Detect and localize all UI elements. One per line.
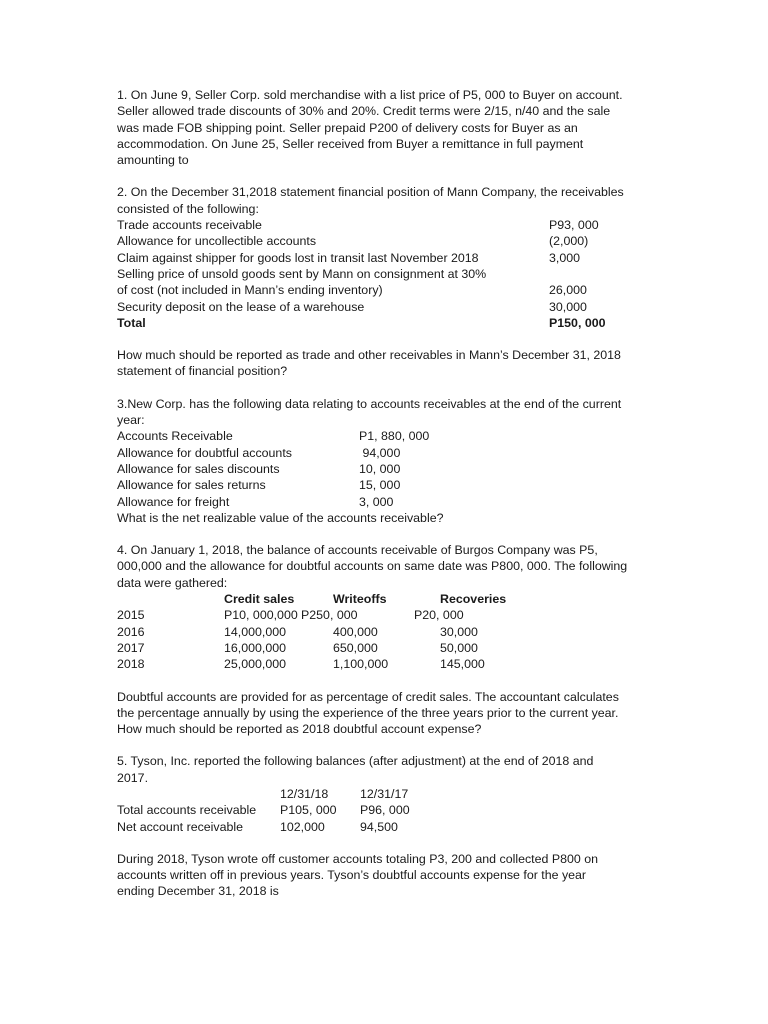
q4-question-line: Doubtful accounts are provided for as percentage of credit sales. The accountant calculates bbox=[117, 689, 619, 704]
table-row bbox=[117, 819, 657, 835]
table-row bbox=[117, 233, 657, 249]
table-row bbox=[117, 640, 657, 656]
table-row bbox=[117, 477, 657, 493]
total-value: P150, 000 bbox=[549, 315, 606, 330]
row-value: P1, 880, 000 bbox=[359, 429, 430, 444]
q2-intro-line: consisted of the following: bbox=[117, 201, 259, 216]
row-value: 15, 000 bbox=[359, 478, 401, 493]
q5-intro-line: 2017. bbox=[117, 770, 149, 785]
question-4 bbox=[117, 542, 657, 737]
sales-cell: 16,000,000 bbox=[224, 640, 287, 655]
row-label: Accounts Receivable bbox=[117, 429, 233, 444]
q4-intro-line: data were gathered: bbox=[117, 575, 228, 590]
writeoffs-cell: 1,100,000 bbox=[333, 657, 389, 672]
question-2 bbox=[117, 184, 657, 379]
row-value: 26,000 bbox=[549, 283, 587, 298]
row-value: (2,000) bbox=[549, 234, 589, 249]
value-2017: P96, 000 bbox=[360, 803, 410, 818]
table-header-row bbox=[117, 591, 657, 607]
writeoffs-cell: 400,000 bbox=[333, 624, 378, 639]
writeoffs-cell: P250, 000 bbox=[301, 608, 358, 623]
table-row bbox=[117, 624, 657, 640]
table-row bbox=[117, 250, 657, 266]
q1-line: Seller allowed trade discounts of 30% and 20%. Credit terms were 2/15, n/40 and the sale bbox=[117, 104, 611, 119]
table-row bbox=[117, 656, 657, 672]
q3-intro-line: 3.New Corp. has the following data relating to accounts receivables at the end of the current bbox=[117, 396, 622, 411]
q3-question: What is the net realizable value of the accounts receivable? bbox=[117, 510, 444, 525]
q1-line: 1. On June 9, Seller Corp. sold merchandise with a list price of P5, 000 to Buyer on account. bbox=[117, 88, 623, 102]
q1-line: amounting to bbox=[117, 153, 189, 168]
question-3 bbox=[117, 396, 657, 526]
q1-line: accommodation. On June 25, Seller received from Buyer a remittance in full payment bbox=[117, 136, 584, 151]
row-label: Allowance for sales discounts bbox=[117, 461, 280, 476]
q2-receivables-table bbox=[117, 217, 657, 331]
row-value: P93, 000 bbox=[549, 218, 599, 233]
q5-balances-table bbox=[117, 786, 657, 835]
table-row bbox=[117, 607, 657, 623]
q4-intro-line: 000,000 and the allowance for doubtful accounts on same date was P800, 000. The following bbox=[117, 559, 628, 574]
q4-history-table bbox=[117, 591, 657, 672]
q4-intro-line: 4. On January 1, 2018, the balance of accounts receivable of Burgos Company was P5, bbox=[117, 543, 598, 558]
table-row bbox=[117, 428, 657, 444]
total-label: Total bbox=[117, 315, 146, 330]
row-label: Allowance for uncollectible accounts bbox=[117, 234, 317, 249]
row-value: 94,000 bbox=[359, 445, 401, 460]
question-5 bbox=[117, 753, 657, 899]
q3-data-table bbox=[117, 428, 657, 509]
q2-question-line: statement of financial position? bbox=[117, 364, 288, 379]
sales-cell: P10, 000,000 bbox=[224, 608, 298, 623]
q4-question-line: the percentage annually by using the experience of the three years prior to the current year. bbox=[117, 705, 619, 720]
row-label: Allowance for doubtful accounts bbox=[117, 445, 292, 460]
row-label: Net account receivable bbox=[117, 819, 244, 834]
recoveries-cell: 30,000 bbox=[440, 624, 478, 639]
row-label: Trade accounts receivable bbox=[117, 218, 262, 233]
row-label: Allowance for freight bbox=[117, 494, 230, 509]
table-row bbox=[117, 266, 657, 282]
q1-line: was made FOB shipping point. Seller prepaid P200 of delivery costs for Buyer as an bbox=[117, 120, 578, 135]
table-header-row bbox=[117, 786, 657, 802]
header-writeoffs: Writeoffs bbox=[333, 592, 387, 607]
sales-cell: 14,000,000 bbox=[224, 624, 287, 639]
row-value: 3,000 bbox=[549, 250, 581, 265]
header-2018: 12/31/18 bbox=[280, 786, 329, 801]
q5-question-line: During 2018, Tyson wrote off customer accounts totaling P3, 200 and collected P800 on bbox=[117, 851, 599, 866]
row-label: Total accounts receivable bbox=[117, 803, 257, 818]
header-2017: 12/31/17 bbox=[360, 786, 409, 801]
header-recoveries: Recoveries bbox=[440, 592, 507, 607]
recoveries-cell: P20, 000 bbox=[414, 608, 464, 623]
row-value: 3, 000 bbox=[359, 494, 394, 509]
year-cell: 2016 bbox=[117, 624, 145, 639]
q2-question-line: How much should be reported as trade and other receivables in Mann’s December 31, 2018 bbox=[117, 348, 621, 363]
year-cell: 2017 bbox=[117, 640, 145, 655]
table-row bbox=[117, 217, 657, 233]
year-cell: 2015 bbox=[117, 608, 145, 623]
recoveries-cell: 50,000 bbox=[440, 640, 478, 655]
q5-question-line: accounts written off in previous years. Tyson’s doubtful accounts expense for the year bbox=[117, 868, 587, 883]
table-row bbox=[117, 494, 657, 510]
document-page bbox=[117, 87, 657, 900]
table-row bbox=[117, 461, 657, 477]
q2-intro-line: 2. On the December 31,2018 statement financial position of Mann Company, the receivables bbox=[117, 185, 624, 200]
row-value: 10, 000 bbox=[359, 461, 401, 476]
value-2018: P105, 000 bbox=[280, 803, 337, 818]
year-cell: 2018 bbox=[117, 657, 145, 672]
question-1 bbox=[117, 87, 657, 168]
table-row bbox=[117, 299, 657, 315]
q5-question-line: ending December 31, 2018 is bbox=[117, 884, 279, 899]
row-value: 30,000 bbox=[549, 299, 587, 314]
value-2018: 102,000 bbox=[280, 819, 325, 834]
writeoffs-cell: 650,000 bbox=[333, 640, 378, 655]
total-row bbox=[117, 315, 657, 331]
row-label: Allowance for sales returns bbox=[117, 478, 266, 493]
table-row bbox=[117, 282, 657, 298]
q4-question-line: How much should be reported as 2018 doubtful account expense? bbox=[117, 722, 482, 737]
row-label: Claim against shipper for goods lost in transit last November 2018 bbox=[117, 250, 479, 265]
sales-cell: 25,000,000 bbox=[224, 657, 287, 672]
table-row bbox=[117, 802, 657, 818]
q3-intro-line: year: bbox=[117, 413, 145, 428]
table-row bbox=[117, 445, 657, 461]
q5-intro-line: 5. Tyson, Inc. reported the following balances (after adjustment) at the end of 2018 and bbox=[117, 754, 594, 769]
header-credit-sales: Credit sales bbox=[224, 592, 295, 607]
row-label: of cost (not included in Mann’s ending inventory) bbox=[117, 283, 383, 298]
row-label: Selling price of unsold goods sent by Mann on consignment at 30% bbox=[117, 266, 487, 281]
recoveries-cell: 145,000 bbox=[440, 657, 485, 672]
row-label: Security deposit on the lease of a warehouse bbox=[117, 299, 365, 314]
value-2017: 94,500 bbox=[360, 819, 398, 834]
